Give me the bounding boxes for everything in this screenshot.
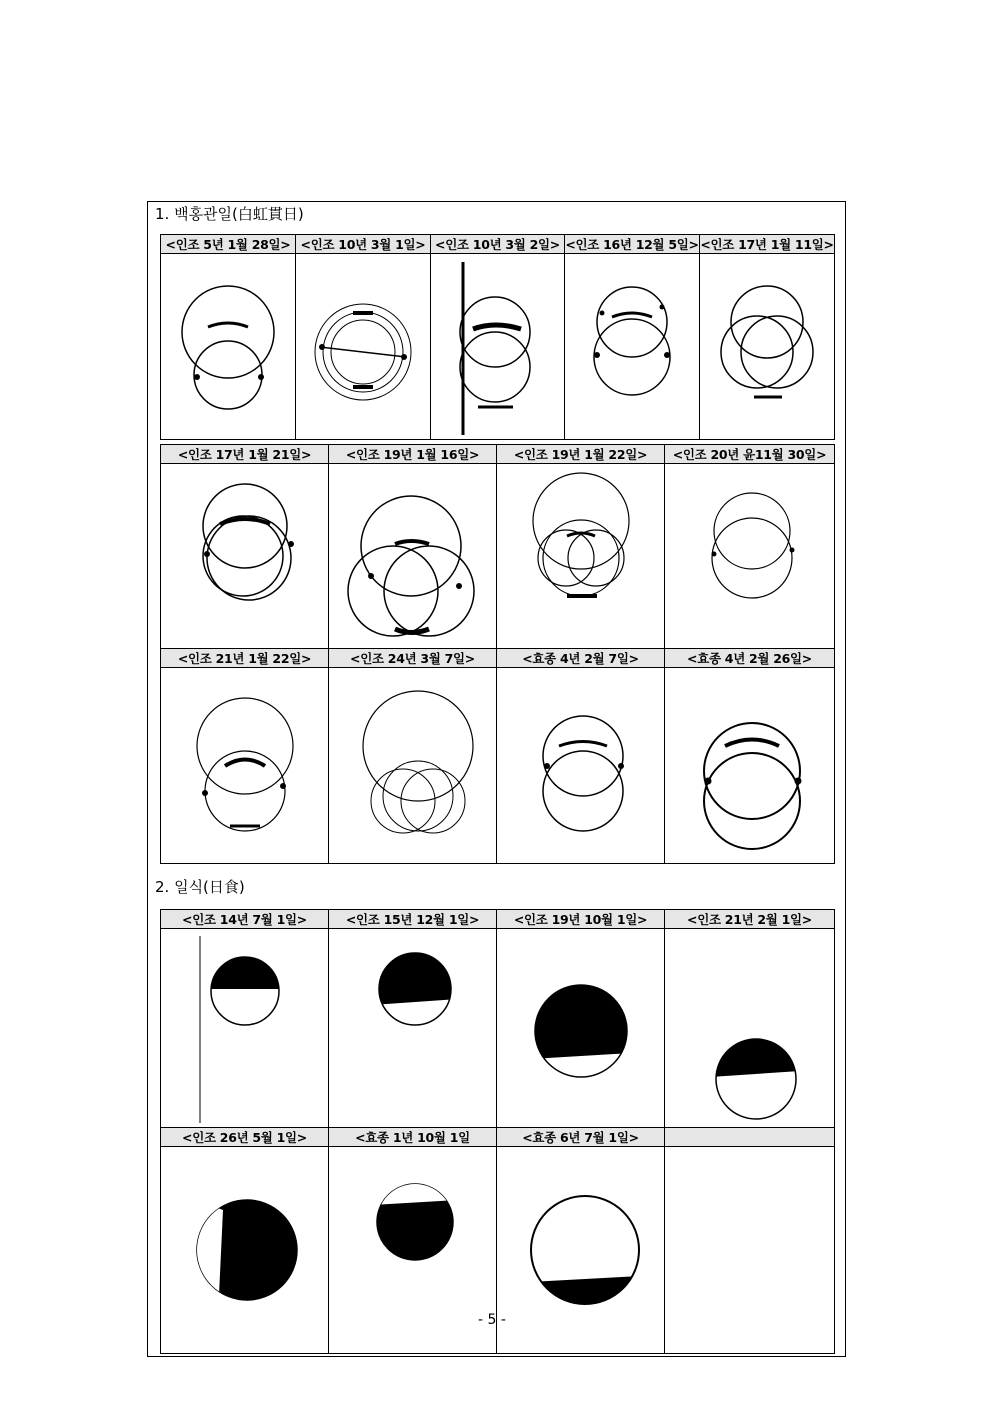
- eclipse-drawing: [161, 929, 329, 1128]
- section1-title: 1. 백홍관일(白虹貫日): [155, 205, 304, 223]
- eclipse-caption: <인조 26년 5월 1일>: [161, 1128, 329, 1147]
- eclipse-drawing: [497, 929, 665, 1128]
- halo-caption: <인조 5년 1월 28일>: [161, 235, 296, 254]
- halo-table-row1: [160, 234, 835, 440]
- eclipse-drawing: [665, 929, 835, 1128]
- halo-caption: <인조 21년 1월 22일>: [161, 649, 329, 668]
- halo-caption: <인조 10년 3월 1일>: [296, 235, 431, 254]
- halo-drawing: [329, 668, 497, 864]
- eclipse-caption: <인조 19년 10월 1일>: [497, 910, 665, 929]
- eclipse-caption: <인조 21년 2월 1일>: [665, 910, 835, 929]
- eclipse-drawing: [329, 1147, 497, 1354]
- halo-drawing: [565, 254, 700, 440]
- halo-drawing: [161, 464, 329, 649]
- halo-caption: <인조 16년 12월 5일>: [565, 235, 700, 254]
- eclipse-drawing: [329, 929, 497, 1128]
- eclipse-caption: [665, 1128, 835, 1147]
- eclipse-table: [160, 909, 835, 1354]
- halo-drawing: [665, 668, 835, 864]
- halo-drawing: [329, 464, 497, 649]
- eclipse-drawing: [161, 1147, 329, 1354]
- eclipse-caption: <효종 6년 7월 1일>: [497, 1128, 665, 1147]
- halo-drawing: [700, 254, 835, 440]
- halo-caption: <인조 10년 3월 2일>: [431, 235, 565, 254]
- halo-drawing: [296, 254, 431, 440]
- halo-caption: <효종 4년 2월 26일>: [665, 649, 835, 668]
- halo-caption: <인조 19년 1월 16일>: [329, 445, 497, 464]
- halo-caption: <인조 17년 1월 21일>: [161, 445, 329, 464]
- halo-caption: <효종 4년 2월 7일>: [497, 649, 665, 668]
- halo-table-row3: [160, 648, 835, 864]
- halo-caption: <인조 17년 1월 11일>: [700, 235, 835, 254]
- halo-drawing: [431, 254, 565, 440]
- halo-drawing: [161, 254, 296, 440]
- page-number: - 5 -: [478, 1312, 506, 1328]
- halo-caption: <인조 20년 윤11월 30일>: [665, 445, 835, 464]
- eclipse-caption: <효종 1년 10월 1일: [329, 1128, 497, 1147]
- halo-drawing: [497, 668, 665, 864]
- halo-table-row2: [160, 444, 835, 649]
- halo-caption: <인조 24년 3월 7일>: [329, 649, 497, 668]
- empty-cell: [665, 1147, 835, 1354]
- halo-drawing: [665, 464, 835, 649]
- section2-title: 2. 일식(日食): [155, 878, 245, 896]
- halo-caption: <인조 19년 1월 22일>: [497, 445, 665, 464]
- eclipse-caption: <인조 15년 12월 1일>: [329, 910, 497, 929]
- eclipse-drawing: [497, 1147, 665, 1354]
- halo-drawing: [497, 464, 665, 649]
- halo-drawing: [161, 668, 329, 864]
- eclipse-caption: <인조 14년 7월 1일>: [161, 910, 329, 929]
